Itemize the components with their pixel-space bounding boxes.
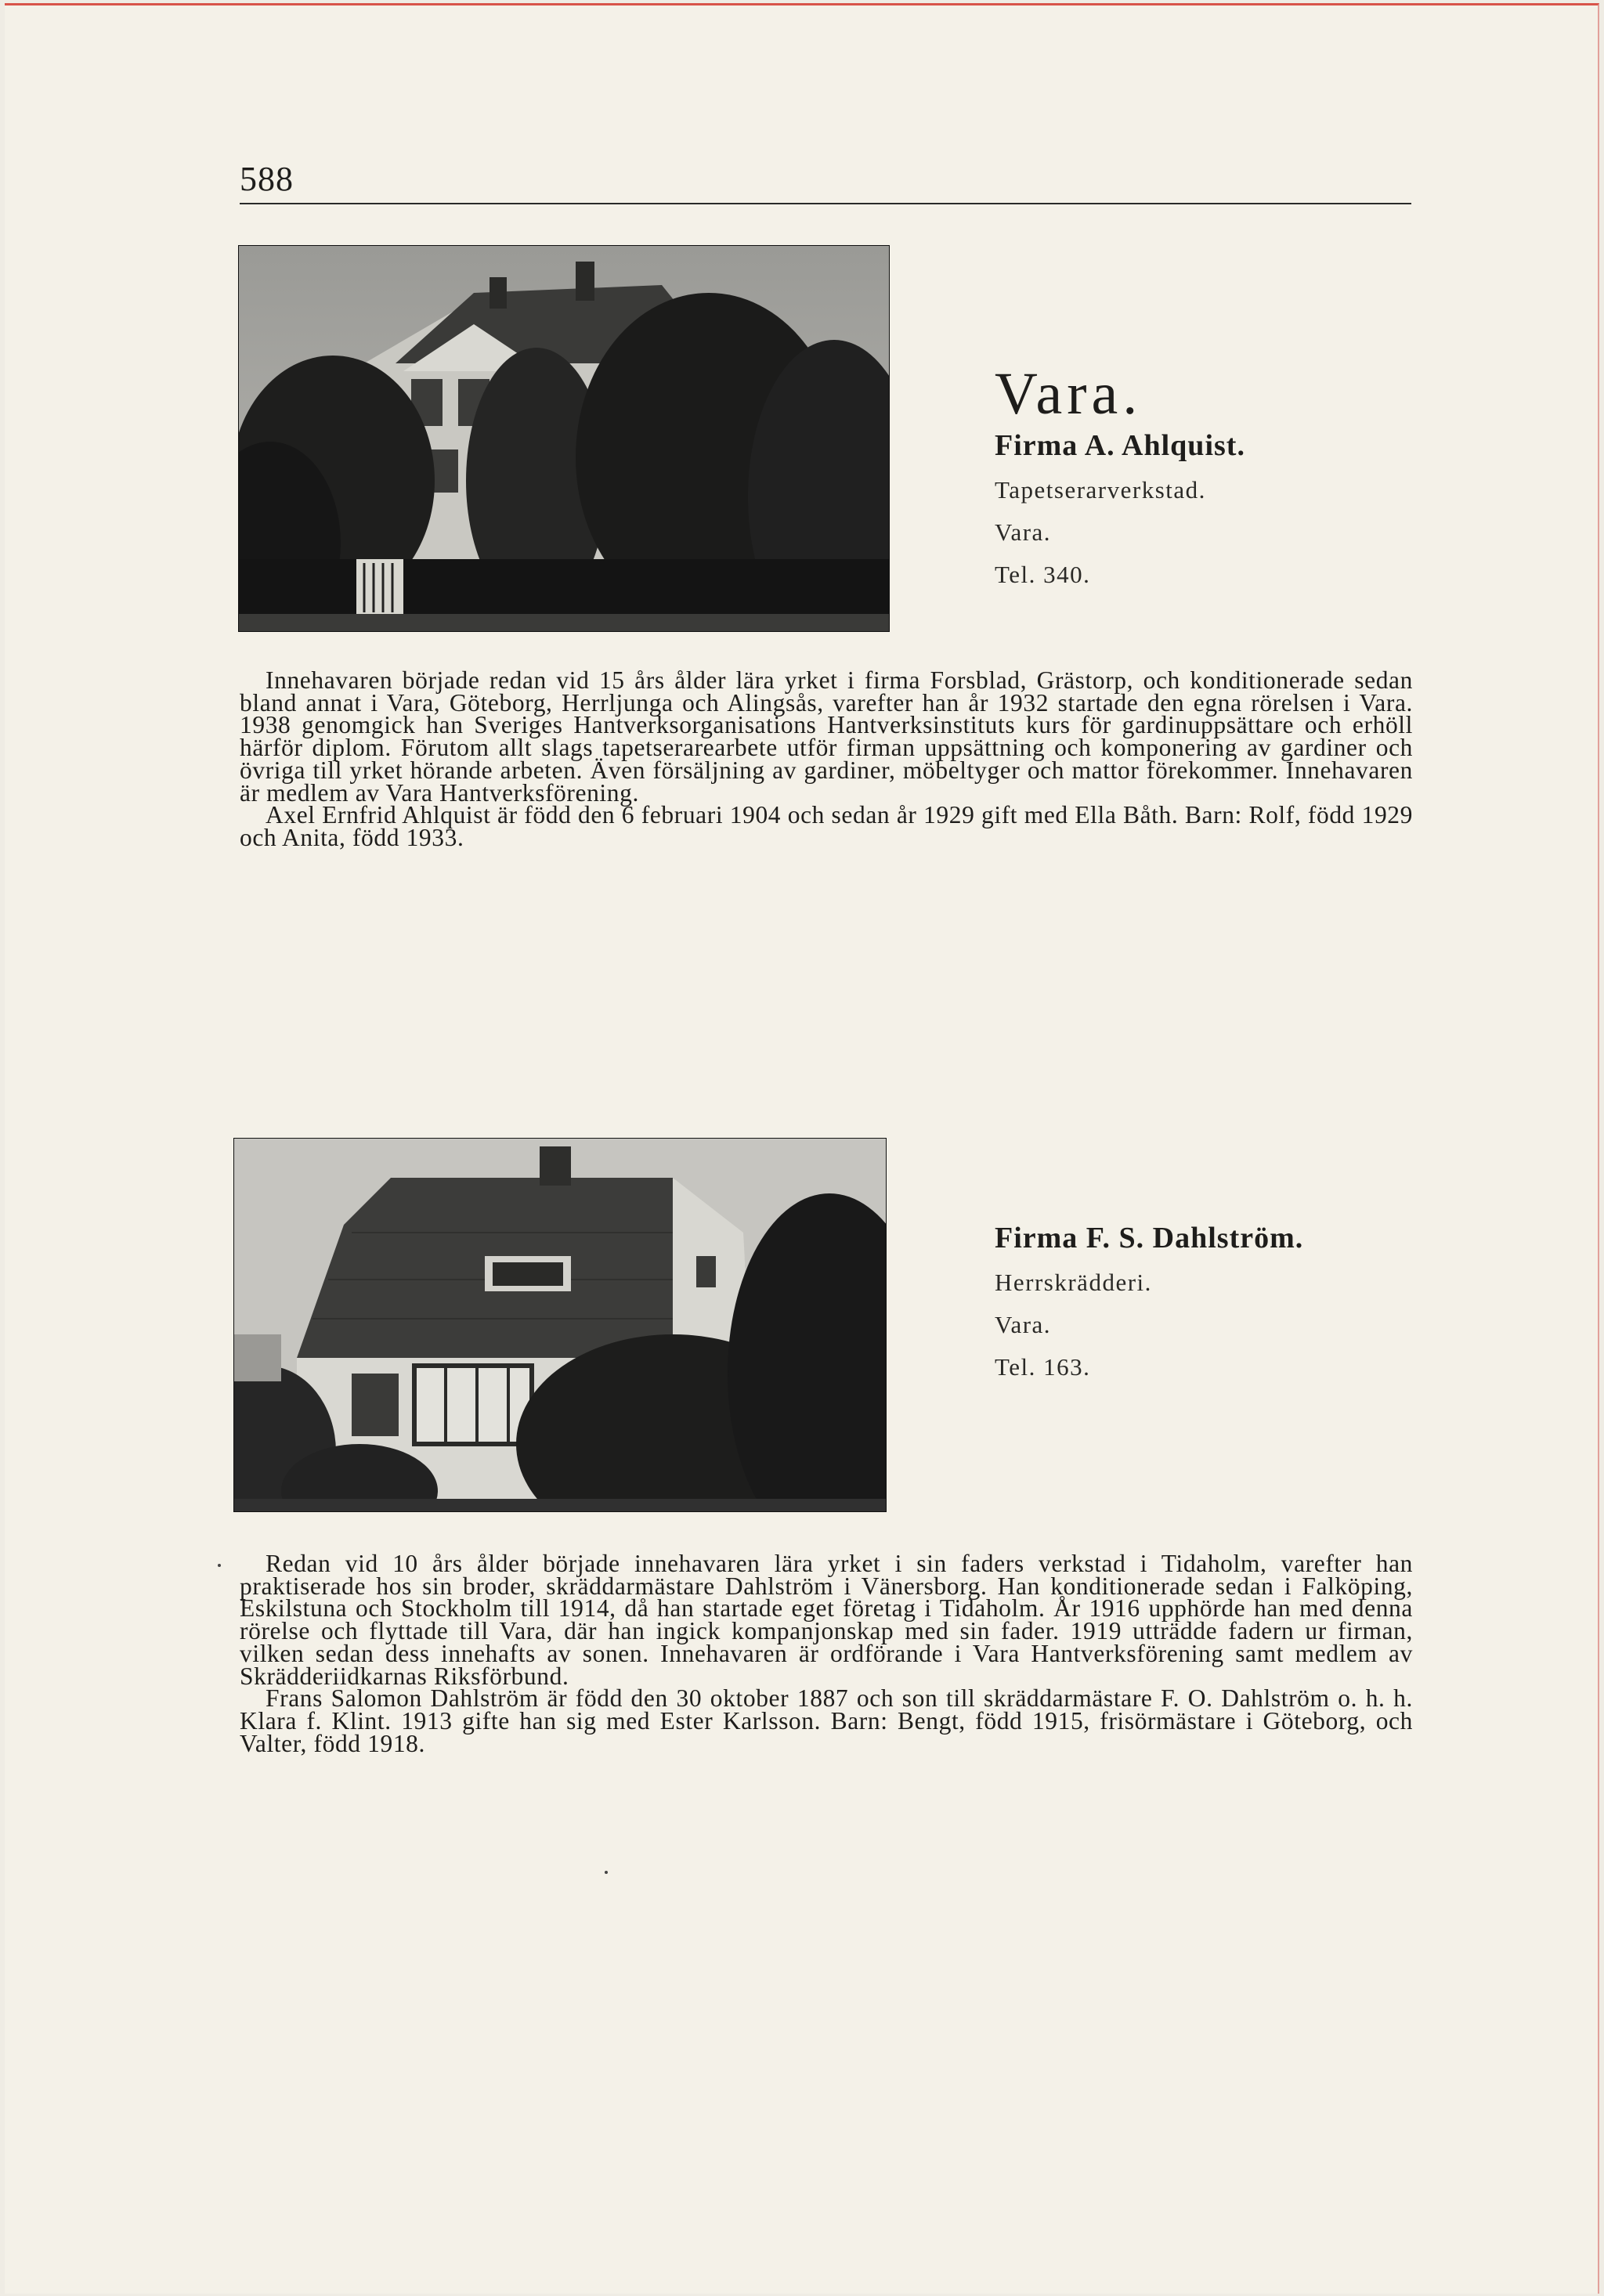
book-page bbox=[5, 3, 1599, 2294]
firm-info-dahlstrom bbox=[995, 1221, 1303, 1396]
firm-name: Firma F. S. Dahlström. bbox=[995, 1222, 1304, 1254]
paragraph: Innehavaren började redan vid 15 års ålder lära yrket i firma Forsblad, Grästorp, och konditionerade sedan bland annat i Vara, Göteborg, Herrljunga och Alingsås, varefter han år 1932 startade den egna rörelsen i Vara. 1938 genomgick han Sveriges Hantverksorganisations Hantverksinstituts kurs för gardinuppsättare och erhöll härför diplom. Förutom allt slags tapetserarearbete utför firman uppsättning och komponering av gardiner och övriga till yrket hörande arbeten. Även försäljning av gardiner, möbeltyger och mattor förekommer. Innehavaren är medlem av Vara Hantverksförening. bbox=[240, 666, 1413, 807]
house-photo-icon bbox=[239, 246, 889, 631]
firm-trade: Herrskrädderi. bbox=[995, 1269, 1152, 1296]
firm-phone: Tel. 163. bbox=[995, 1353, 1091, 1381]
paragraph: Axel Ernfrid Ahlquist är född den 6 februari 1904 och sedan år 1929 gift med Ella Båth. Barn: Rolf, född 1929 och Anita, född 1933. bbox=[240, 801, 1413, 851]
header-rule bbox=[240, 203, 1411, 204]
house-photo-ahlquist bbox=[238, 245, 890, 632]
page-number: 588 bbox=[240, 160, 294, 198]
print-speck bbox=[605, 1871, 608, 1874]
house-photo-dahlstrom bbox=[233, 1138, 887, 1512]
firm-name: Firma A. Ahlquist. bbox=[995, 429, 1245, 462]
firm-phone: Tel. 340. bbox=[995, 561, 1091, 588]
paragraph: Redan vid 10 års ålder började innehavaren lära yrket i sin faders verkstad i Tidaholm, varefter han praktiserade hos sin broder, skräddarmästare Dahlström i Vänersborg. Han konditionerade sedan i Falköping, Eskilstuna och Stockholm till 1914, då han startade eget företag i Tidaholm. År 1916 upphörde han med denna rörelse och flyttade till Vara, där han ingick kompanjonskap med sin fader. 1919 utträdde fadern ur firman, vilken sedan dess innehafts av sonen. Innehavaren är ordförande i Vara Hantverksförening samt medlem av Skrädderiidkarnas Riksförbund. bbox=[240, 1550, 1413, 1690]
print-speck bbox=[218, 1564, 221, 1567]
entry-text-ahlquist bbox=[240, 666, 1413, 851]
firm-trade: Tapetserarverkstad. bbox=[995, 476, 1206, 504]
firm-town: Vara. bbox=[995, 518, 1052, 546]
entry-text-dahlstrom bbox=[240, 1550, 1413, 1757]
place-heading: Vara. bbox=[995, 360, 1143, 427]
house-photo-icon bbox=[234, 1139, 886, 1511]
paragraph: Frans Salomon Dahlström är född den 30 oktober 1887 och son till skräddarmästare F. O. Dahlström o. h. h. Klara f. Klint. 1913 gifte han sig med Ester Karlsson. Barn: Bengt, född 1915, frisörmästare i Göteborg, och Valter, född 1918. bbox=[240, 1684, 1413, 1757]
firm-town: Vara. bbox=[995, 1311, 1052, 1338]
firm-info-ahlquist bbox=[995, 428, 1245, 604]
